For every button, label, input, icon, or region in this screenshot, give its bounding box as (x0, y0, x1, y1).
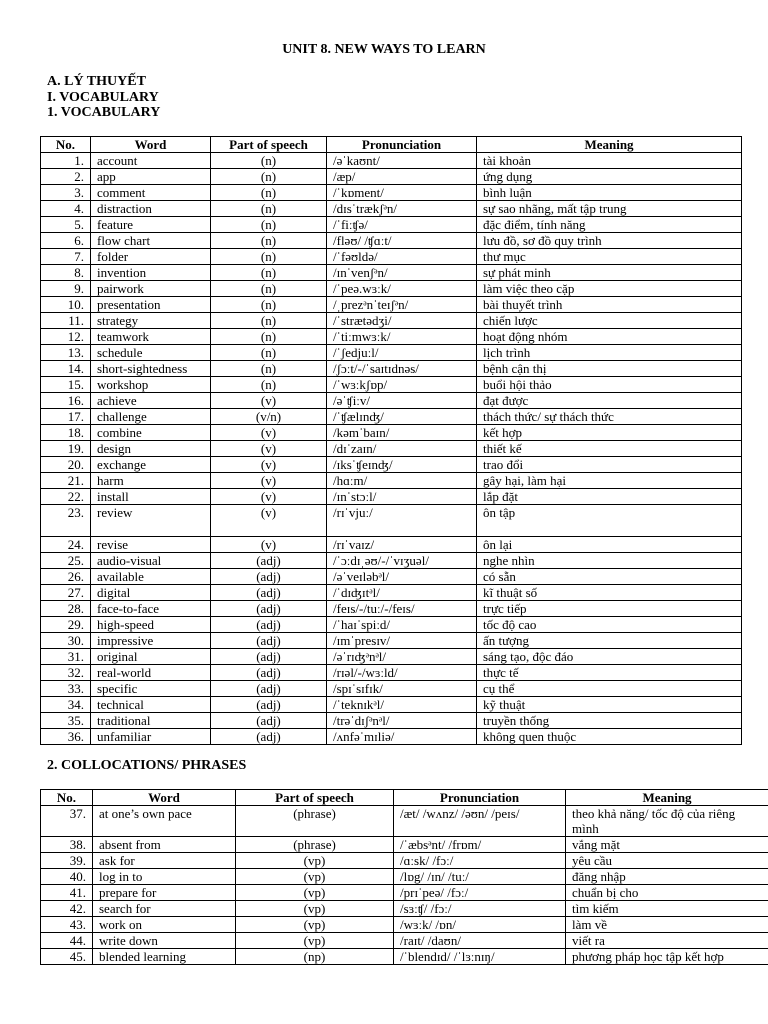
cell-pronunciation: /ˈɔːdɪˌəʊ/-/ˈvɪʒuəl/ (327, 553, 477, 569)
cell-pronunciation: /rɪˈvaɪz/ (327, 537, 477, 553)
table-row (41, 425, 742, 441)
table-row (41, 933, 768, 949)
table-row (41, 489, 742, 505)
cell-word: write down (93, 933, 236, 949)
cell-word: distraction (91, 201, 211, 217)
cell-number: 22. (41, 489, 91, 505)
cell-meaning: trực tiếp (477, 601, 742, 617)
cell-pronunciation: /ˌprezᵊnˈteɪʃᵊn/ (327, 297, 477, 313)
table-row (41, 697, 742, 713)
cell-number: 37. (41, 806, 93, 837)
cell-number: 15. (41, 377, 91, 393)
cell-pronunciation: /ˈdɪʤɪtᵊl/ (327, 585, 477, 601)
cell-pronunciation: /rɪˈvjuː/ (327, 505, 477, 537)
cell-part-of-speech: (n) (211, 185, 327, 201)
table-row (41, 537, 742, 553)
cell-meaning: sáng tạo, độc đáo (477, 649, 742, 665)
cell-word: teamwork (91, 329, 211, 345)
table-row (41, 361, 742, 377)
cell-part-of-speech: (phrase) (236, 806, 394, 837)
cell-pronunciation: /ˈfəʊldə/ (327, 249, 477, 265)
cell-word: absent from (93, 837, 236, 853)
cell-part-of-speech: (v) (211, 457, 327, 473)
cell-part-of-speech: (adj) (211, 697, 327, 713)
cell-number: 10. (41, 297, 91, 313)
cell-part-of-speech: (v) (211, 537, 327, 553)
cell-pronunciation: /trəˈdɪʃᵊnᵊl/ (327, 713, 477, 729)
section-heading-theory: A. LÝ THUYẾT (47, 74, 146, 89)
cell-pronunciation: /rɪəl/-/wɜːld/ (327, 665, 477, 681)
cell-word: digital (91, 585, 211, 601)
cell-pronunciation: /ˈstrætədʒi/ (327, 313, 477, 329)
cell-word: impressive (91, 633, 211, 649)
cell-word: flow chart (91, 233, 211, 249)
cell-meaning: bệnh cận thị (477, 361, 742, 377)
cell-meaning: đặc điểm, tính năng (477, 217, 742, 233)
cell-word: ask for (93, 853, 236, 869)
cell-word: unfamiliar (91, 729, 211, 745)
cell-part-of-speech: (adj) (211, 649, 327, 665)
table-row (41, 869, 768, 885)
cell-number: 5. (41, 217, 91, 233)
cell-number: 29. (41, 617, 91, 633)
cell-pronunciation: /ʌnfəˈmɪliə/ (327, 729, 477, 745)
cell-pronunciation: /ɑːsk/ /fɔː/ (394, 853, 566, 869)
cell-number: 4. (41, 201, 91, 217)
cell-pronunciation: /æp/ (327, 169, 477, 185)
table-row (41, 806, 768, 837)
cell-word: combine (91, 425, 211, 441)
cell-number: 8. (41, 265, 91, 281)
cell-meaning: ứng dụng (477, 169, 742, 185)
table-row (41, 713, 742, 729)
cell-pronunciation: /prɪˈpeə/ /fɔː/ (394, 885, 566, 901)
cell-meaning: theo khả năng/ tốc độ của riêng mình (566, 806, 768, 837)
cell-word: technical (91, 697, 211, 713)
header-word: Word (91, 137, 211, 153)
page-title: UNIT 8. NEW WAYS TO LEARN (282, 42, 486, 57)
cell-pronunciation: /ˈʧælɪnʤ/ (327, 409, 477, 425)
table-row (41, 313, 742, 329)
header-pronunciation: Pronunciation (394, 790, 566, 806)
cell-part-of-speech: (n) (211, 329, 327, 345)
cell-number: 12. (41, 329, 91, 345)
cell-word: presentation (91, 297, 211, 313)
cell-word: schedule (91, 345, 211, 361)
cell-number: 38. (41, 837, 93, 853)
cell-number: 31. (41, 649, 91, 665)
cell-meaning: thiết kế (477, 441, 742, 457)
table-row (41, 217, 742, 233)
cell-word: available (91, 569, 211, 585)
cell-part-of-speech: (phrase) (236, 837, 394, 853)
table-row (41, 917, 768, 933)
cell-part-of-speech: (vp) (236, 869, 394, 885)
cell-number: 13. (41, 345, 91, 361)
cell-number: 32. (41, 665, 91, 681)
cell-word: harm (91, 473, 211, 489)
cell-part-of-speech: (n) (211, 345, 327, 361)
cell-number: 39. (41, 853, 93, 869)
cell-pronunciation: /dɪˈzaɪn/ (327, 441, 477, 457)
cell-part-of-speech: (vp) (236, 917, 394, 933)
cell-pronunciation: /ˈwɜːkʃɒp/ (327, 377, 477, 393)
cell-number: 42. (41, 901, 93, 917)
cell-pronunciation: /feɪs/-/tuː/-/feɪs/ (327, 601, 477, 617)
cell-meaning: ôn tập (477, 505, 742, 537)
table-row (41, 681, 742, 697)
cell-number: 1. (41, 153, 91, 169)
subsection-heading-collocations: 2. COLLOCATIONS/ PHRASES (47, 758, 247, 773)
cell-meaning: đạt được (477, 393, 742, 409)
cell-meaning: vắng mặt (566, 837, 768, 853)
cell-meaning: kĩ thuật số (477, 585, 742, 601)
cell-pronunciation: /əˈveɪləbᵊl/ (327, 569, 477, 585)
cell-number: 36. (41, 729, 91, 745)
cell-pronunciation: /ˈʃedjuːl/ (327, 345, 477, 361)
cell-meaning: lưu đồ, sơ đồ quy trình (477, 233, 742, 249)
cell-part-of-speech: (n) (211, 233, 327, 249)
table-row (41, 665, 742, 681)
cell-number: 18. (41, 425, 91, 441)
cell-meaning: lịch trình (477, 345, 742, 361)
cell-word: account (91, 153, 211, 169)
header-part-of-speech: Part of speech (236, 790, 394, 806)
cell-meaning: tài khoản (477, 153, 742, 169)
header-no: No. (41, 790, 93, 806)
cell-meaning: bình luận (477, 185, 742, 201)
cell-part-of-speech: (vp) (236, 901, 394, 917)
header-no: No. (41, 137, 91, 153)
cell-word: folder (91, 249, 211, 265)
cell-word: traditional (91, 713, 211, 729)
cell-part-of-speech: (n) (211, 297, 327, 313)
cell-word: log in to (93, 869, 236, 885)
cell-meaning: thách thức/ sự thách thức (477, 409, 742, 425)
table-row (41, 949, 768, 965)
table-row (41, 169, 742, 185)
cell-number: 44. (41, 933, 93, 949)
cell-part-of-speech: (adj) (211, 585, 327, 601)
cell-word: strategy (91, 313, 211, 329)
cell-number: 3. (41, 185, 91, 201)
table-row (41, 901, 768, 917)
cell-meaning: gây hại, làm hại (477, 473, 742, 489)
cell-number: 11. (41, 313, 91, 329)
table-row (41, 377, 742, 393)
cell-part-of-speech: (v) (211, 393, 327, 409)
cell-meaning: phương pháp học tập kết hợp (566, 949, 768, 965)
cell-word: audio-visual (91, 553, 211, 569)
cell-word: feature (91, 217, 211, 233)
cell-part-of-speech: (v) (211, 505, 327, 537)
cell-pronunciation: /spɪˈsɪfɪk/ (327, 681, 477, 697)
cell-number: 45. (41, 949, 93, 965)
cell-part-of-speech: (v) (211, 473, 327, 489)
cell-number: 35. (41, 713, 91, 729)
cell-word: invention (91, 265, 211, 281)
table-row (41, 601, 742, 617)
cell-word: workshop (91, 377, 211, 393)
cell-word: search for (93, 901, 236, 917)
cell-number: 27. (41, 585, 91, 601)
cell-word: work on (93, 917, 236, 933)
cell-meaning: tốc độ cao (477, 617, 742, 633)
cell-part-of-speech: (v) (211, 489, 327, 505)
subsection-heading-vocabulary: 1. VOCABULARY (47, 105, 161, 120)
section-heading-vocabulary: I. VOCABULARY (47, 90, 159, 105)
cell-word: face-to-face (91, 601, 211, 617)
cell-pronunciation: /ˈtiːmwɜːk/ (327, 329, 477, 345)
cell-meaning: viết ra (566, 933, 768, 949)
cell-meaning: ôn lại (477, 537, 742, 553)
cell-part-of-speech: (adj) (211, 553, 327, 569)
cell-meaning: hoạt động nhóm (477, 329, 742, 345)
cell-number: 30. (41, 633, 91, 649)
cell-meaning: buổi hội thảo (477, 377, 742, 393)
table-row (41, 185, 742, 201)
cell-pronunciation: /əˈʧiːv/ (327, 393, 477, 409)
table-row (41, 265, 742, 281)
cell-number: 9. (41, 281, 91, 297)
vocabulary-table (40, 136, 742, 745)
table-row (41, 233, 742, 249)
cell-pronunciation: /ˈblendɪd/ /ˈlɜːnɪŋ/ (394, 949, 566, 965)
cell-part-of-speech: (adj) (211, 601, 327, 617)
cell-pronunciation: /ɪksˈʧeɪnʤ/ (327, 457, 477, 473)
cell-word: comment (91, 185, 211, 201)
table-row (41, 885, 768, 901)
cell-number: 28. (41, 601, 91, 617)
cell-number: 14. (41, 361, 91, 377)
cell-part-of-speech: (adj) (211, 569, 327, 585)
cell-number: 26. (41, 569, 91, 585)
cell-part-of-speech: (n) (211, 313, 327, 329)
cell-word: original (91, 649, 211, 665)
cell-pronunciation: /ɪnˈvenʃᵊn/ (327, 265, 477, 281)
table-row (41, 457, 742, 473)
cell-pronunciation: /ˈkɒment/ (327, 185, 477, 201)
cell-part-of-speech: (np) (236, 949, 394, 965)
cell-meaning: làm về (566, 917, 768, 933)
cell-meaning: kết hợp (477, 425, 742, 441)
cell-meaning: làm việc theo cặp (477, 281, 742, 297)
cell-part-of-speech: (n) (211, 217, 327, 233)
table-row (41, 345, 742, 361)
cell-pronunciation: /ˈteknɪkᵊl/ (327, 697, 477, 713)
cell-word: exchange (91, 457, 211, 473)
cell-pronunciation: /ˈfiːʧə/ (327, 217, 477, 233)
cell-meaning: cụ thể (477, 681, 742, 697)
cell-word: review (91, 505, 211, 537)
cell-word: challenge (91, 409, 211, 425)
cell-pronunciation: /fləʊ/ /ʧɑːt/ (327, 233, 477, 249)
header-meaning: Meaning (477, 137, 742, 153)
table-row (41, 505, 742, 537)
table-row (41, 393, 742, 409)
table-row (41, 729, 742, 745)
cell-part-of-speech: (n) (211, 265, 327, 281)
cell-pronunciation: /ɪmˈpresɪv/ (327, 633, 477, 649)
cell-number: 33. (41, 681, 91, 697)
cell-pronunciation: /lɒg/ /ɪn/ /tuː/ (394, 869, 566, 885)
cell-meaning: tìm kiếm (566, 901, 768, 917)
cell-pronunciation: /sɜːʧ/ /fɔː/ (394, 901, 566, 917)
header-meaning: Meaning (566, 790, 768, 806)
cell-word: blended learning (93, 949, 236, 965)
cell-part-of-speech: (n) (211, 361, 327, 377)
cell-part-of-speech: (vp) (236, 933, 394, 949)
cell-meaning: lắp đặt (477, 489, 742, 505)
cell-meaning: sự phát minh (477, 265, 742, 281)
header-pronunciation: Pronunciation (327, 137, 477, 153)
cell-word: design (91, 441, 211, 457)
cell-meaning: ấn tượng (477, 633, 742, 649)
cell-word: install (91, 489, 211, 505)
table-row (41, 649, 742, 665)
cell-part-of-speech: (n) (211, 377, 327, 393)
cell-word: high-speed (91, 617, 211, 633)
cell-number: 6. (41, 233, 91, 249)
cell-meaning: chiến lược (477, 313, 742, 329)
header-word: Word (93, 790, 236, 806)
cell-number: 43. (41, 917, 93, 933)
cell-part-of-speech: (n) (211, 153, 327, 169)
cell-number: 34. (41, 697, 91, 713)
cell-part-of-speech: (v) (211, 425, 327, 441)
cell-pronunciation: /hɑːm/ (327, 473, 477, 489)
table-row (41, 617, 742, 633)
cell-number: 24. (41, 537, 91, 553)
cell-part-of-speech: (v/n) (211, 409, 327, 425)
cell-part-of-speech: (adj) (211, 633, 327, 649)
cell-meaning: sự sao nhãng, mất tập trung (477, 201, 742, 217)
cell-part-of-speech: (v) (211, 441, 327, 457)
cell-number: 7. (41, 249, 91, 265)
cell-pronunciation: /ˈæbsᵊnt/ /frɒm/ (394, 837, 566, 853)
table-row (41, 633, 742, 649)
collocations-table (40, 789, 768, 965)
cell-word: short-sightedness (91, 361, 211, 377)
cell-number: 40. (41, 869, 93, 885)
table-row (41, 473, 742, 489)
table-row (41, 853, 768, 869)
cell-pronunciation: /dɪsˈtrækʃᵊn/ (327, 201, 477, 217)
table-row (41, 569, 742, 585)
cell-meaning: có sẵn (477, 569, 742, 585)
table-row (41, 553, 742, 569)
cell-word: prepare for (93, 885, 236, 901)
cell-part-of-speech: (n) (211, 249, 327, 265)
cell-pronunciation: /ɪnˈstɔːl/ (327, 489, 477, 505)
cell-number: 20. (41, 457, 91, 473)
cell-pronunciation: /kəmˈbaɪn/ (327, 425, 477, 441)
cell-word: achieve (91, 393, 211, 409)
cell-number: 2. (41, 169, 91, 185)
cell-pronunciation: /əˈkaʊnt/ (327, 153, 477, 169)
cell-pronunciation: /ʃɔːt/-/ˈsaɪtɪdnəs/ (327, 361, 477, 377)
cell-pronunciation: /ˈhaɪˈspiːd/ (327, 617, 477, 633)
cell-meaning: đăng nhập (566, 869, 768, 885)
cell-part-of-speech: (n) (211, 169, 327, 185)
table-row (41, 837, 768, 853)
table-row (41, 249, 742, 265)
table-row (41, 297, 742, 313)
cell-number: 16. (41, 393, 91, 409)
table-row (41, 585, 742, 601)
cell-meaning: truyền thống (477, 713, 742, 729)
table-row (41, 329, 742, 345)
cell-meaning: nghe nhìn (477, 553, 742, 569)
cell-part-of-speech: (adj) (211, 617, 327, 633)
cell-part-of-speech: (n) (211, 281, 327, 297)
cell-word: specific (91, 681, 211, 697)
cell-word: real-world (91, 665, 211, 681)
cell-word: at one’s own pace (93, 806, 236, 837)
cell-number: 19. (41, 441, 91, 457)
cell-meaning: chuẩn bị cho (566, 885, 768, 901)
cell-pronunciation: /wɜːk/ /ɒn/ (394, 917, 566, 933)
cell-part-of-speech: (adj) (211, 681, 327, 697)
cell-part-of-speech: (n) (211, 201, 327, 217)
cell-pronunciation: /ˈpeə.wɜːk/ (327, 281, 477, 297)
cell-meaning: bài thuyết trình (477, 297, 742, 313)
cell-meaning: thực tế (477, 665, 742, 681)
cell-meaning: thư mục (477, 249, 742, 265)
cell-pronunciation: /raɪt/ /daʊn/ (394, 933, 566, 949)
cell-meaning: trao đổi (477, 457, 742, 473)
cell-part-of-speech: (adj) (211, 729, 327, 745)
cell-part-of-speech: (vp) (236, 885, 394, 901)
cell-meaning: kỹ thuật (477, 697, 742, 713)
cell-part-of-speech: (adj) (211, 713, 327, 729)
cell-number: 25. (41, 553, 91, 569)
table-row (41, 201, 742, 217)
cell-number: 21. (41, 473, 91, 489)
cell-number: 17. (41, 409, 91, 425)
cell-meaning: yêu cầu (566, 853, 768, 869)
cell-pronunciation: /əˈrɪʤᵊnᵊl/ (327, 649, 477, 665)
header-part-of-speech: Part of speech (211, 137, 327, 153)
table-row (41, 153, 742, 169)
cell-word: revise (91, 537, 211, 553)
cell-word: app (91, 169, 211, 185)
cell-number: 41. (41, 885, 93, 901)
cell-number: 23. (41, 505, 91, 537)
cell-part-of-speech: (adj) (211, 665, 327, 681)
table-row (41, 409, 742, 425)
table-row (41, 441, 742, 457)
cell-part-of-speech: (vp) (236, 853, 394, 869)
cell-pronunciation: /æt/ /wʌnz/ /əʊn/ /peɪs/ (394, 806, 566, 837)
table-row (41, 281, 742, 297)
cell-word: pairwork (91, 281, 211, 297)
cell-meaning: không quen thuộc (477, 729, 742, 745)
